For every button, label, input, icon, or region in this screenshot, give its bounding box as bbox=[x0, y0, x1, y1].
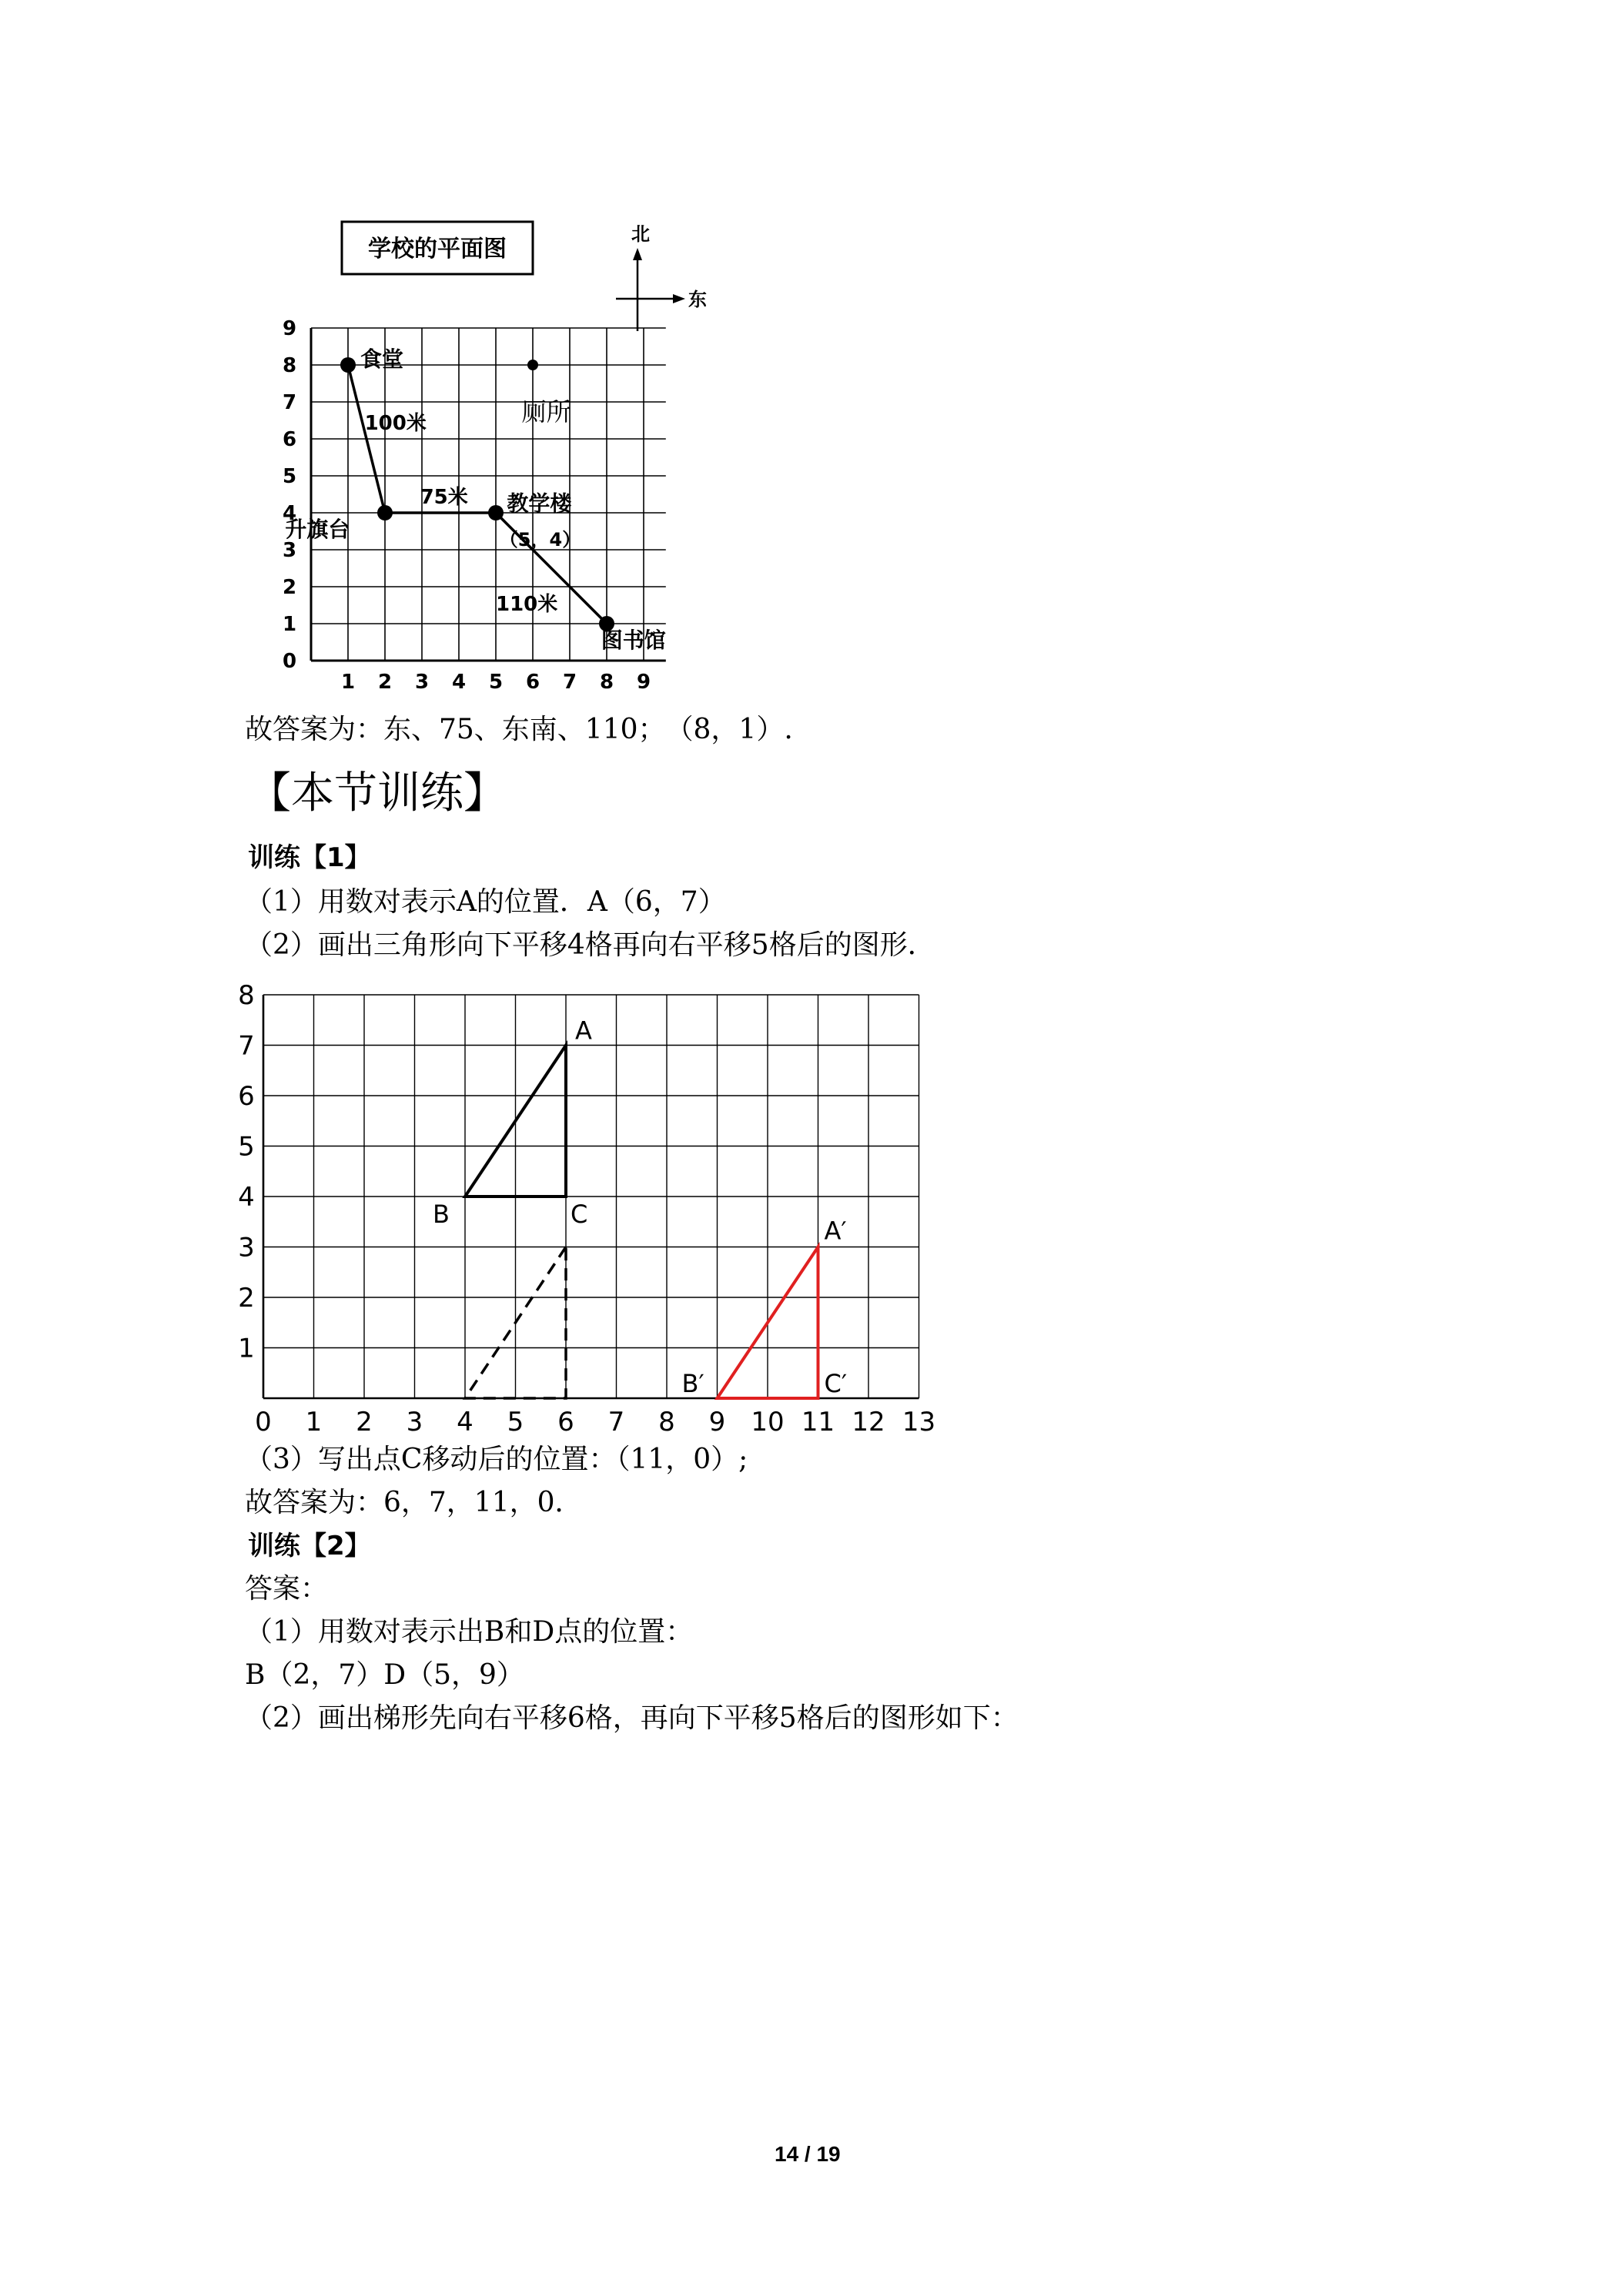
plan-marks bbox=[282, 346, 666, 654]
y-tick-label: 2 bbox=[238, 1283, 255, 1314]
exercise2-q2: （2）画出梯形先向右平移6格，再向下平移5格后的图形如下： bbox=[245, 1702, 1019, 1734]
location-dot bbox=[340, 357, 356, 373]
location-dot bbox=[527, 360, 538, 370]
y-tick-label: 8 bbox=[238, 980, 255, 1011]
exercise2-answer-label: 答案： bbox=[245, 1573, 329, 1605]
exercise1-q1: （1）用数对表示A的位置．A（6，7） bbox=[245, 886, 726, 918]
x-tick-label: 12 bbox=[852, 1407, 885, 1438]
y-tick-label: 5 bbox=[238, 1131, 255, 1163]
y-tick-label: 4 bbox=[238, 1182, 255, 1213]
y-tick-label: 7 bbox=[282, 391, 297, 414]
map-label: 100米 bbox=[364, 412, 427, 435]
compass-east: 东 bbox=[688, 289, 707, 310]
x-tick-label: 5 bbox=[488, 671, 504, 694]
answer-line-1: 故答案为：东、75、东南、110； （8，1）. bbox=[245, 714, 793, 745]
vertex-label: B bbox=[433, 1200, 450, 1229]
translation-grid bbox=[263, 995, 919, 1398]
exercise1-heading: 训练【1】 bbox=[248, 842, 371, 873]
y-tick-label: 1 bbox=[282, 613, 297, 636]
x-tick-label: 8 bbox=[599, 671, 614, 694]
vertex-label: C′ bbox=[824, 1369, 848, 1398]
map-label: 厕所 bbox=[521, 397, 571, 427]
map-label: 图书馆 bbox=[601, 628, 666, 654]
translation-shapes bbox=[433, 1016, 847, 1399]
y-tick-label: 4 bbox=[282, 502, 297, 525]
x-tick-label: 6 bbox=[557, 1407, 574, 1438]
x-tick-label: 10 bbox=[751, 1407, 785, 1438]
page-number: 14 / 19 bbox=[775, 2142, 841, 2166]
map-label: 75米 bbox=[420, 486, 468, 509]
map-label: 食堂 bbox=[360, 346, 404, 372]
x-tick-label: 2 bbox=[377, 671, 393, 694]
translation-figure bbox=[231, 962, 970, 1440]
x-tick-label: 9 bbox=[636, 671, 651, 694]
exercise2-coords: B（2，7）D（5，9） bbox=[245, 1659, 524, 1691]
x-tick-label: 9 bbox=[708, 1407, 726, 1438]
x-tick-label: 6 bbox=[525, 671, 540, 694]
location-dot bbox=[377, 505, 393, 520]
x-tick-label: 13 bbox=[902, 1407, 936, 1438]
y-tick-label: 6 bbox=[282, 428, 297, 451]
y-tick-label: 3 bbox=[282, 539, 297, 562]
y-tick-label: 0 bbox=[282, 650, 297, 673]
compass-north: 北 bbox=[631, 223, 650, 245]
x-tick-label: 11 bbox=[801, 1407, 835, 1438]
x-tick-label: 1 bbox=[340, 671, 356, 694]
x-tick-label: 7 bbox=[562, 671, 577, 694]
x-tick-label: 4 bbox=[457, 1407, 474, 1438]
map-label: 110米 bbox=[496, 593, 558, 617]
x-tick-label: 0 bbox=[255, 1407, 272, 1438]
vertex-label: B′ bbox=[681, 1369, 704, 1398]
x-tick-label: 8 bbox=[658, 1407, 675, 1438]
x-tick-label: 7 bbox=[607, 1407, 625, 1438]
y-tick-label: 6 bbox=[238, 1081, 255, 1112]
y-tick-label: 1 bbox=[238, 1333, 255, 1364]
map-label: 教学楼 bbox=[507, 490, 572, 517]
map-label: （5，4） bbox=[499, 529, 581, 551]
vertex-label: A bbox=[575, 1016, 592, 1046]
y-tick-label: 9 bbox=[282, 317, 297, 340]
exercise1-q2: （2）画出三角形向下平移4格再向右平移5格后的图形． bbox=[245, 929, 935, 961]
x-tick-label: 3 bbox=[406, 1407, 423, 1438]
x-tick-label: 5 bbox=[507, 1407, 524, 1438]
y-tick-label: 5 bbox=[282, 465, 297, 488]
y-tick-label: 2 bbox=[282, 576, 297, 599]
school-plan-figure bbox=[231, 208, 708, 701]
plan-grid bbox=[311, 328, 666, 661]
figure-title: 学校的平面图 bbox=[368, 236, 507, 263]
exercise2-heading: 训练【2】 bbox=[248, 1531, 371, 1561]
y-tick-label: 8 bbox=[282, 354, 297, 377]
section-title: 【本节训练】 bbox=[248, 768, 507, 818]
y-tick-label: 3 bbox=[238, 1232, 255, 1263]
map-label: 升旗台 bbox=[285, 517, 350, 543]
exercise1-q3: （3）写出点C移动后的位置：（11，0）; bbox=[245, 1444, 748, 1475]
vertex-label: A′ bbox=[824, 1216, 847, 1246]
compass-icon bbox=[616, 248, 685, 331]
x-tick-label: 3 bbox=[414, 671, 430, 694]
y-tick-label: 7 bbox=[238, 1030, 255, 1062]
location-dot bbox=[488, 505, 504, 520]
exercise1-answer: 故答案为：6，7，11，0． bbox=[245, 1487, 583, 1518]
x-tick-label: 1 bbox=[305, 1407, 323, 1438]
exercise2-q1: （1）用数对表示出B和D点的位置： bbox=[245, 1616, 694, 1648]
x-tick-label: 4 bbox=[451, 671, 467, 694]
vertex-label: C bbox=[571, 1200, 588, 1229]
x-tick-label: 2 bbox=[356, 1407, 373, 1438]
